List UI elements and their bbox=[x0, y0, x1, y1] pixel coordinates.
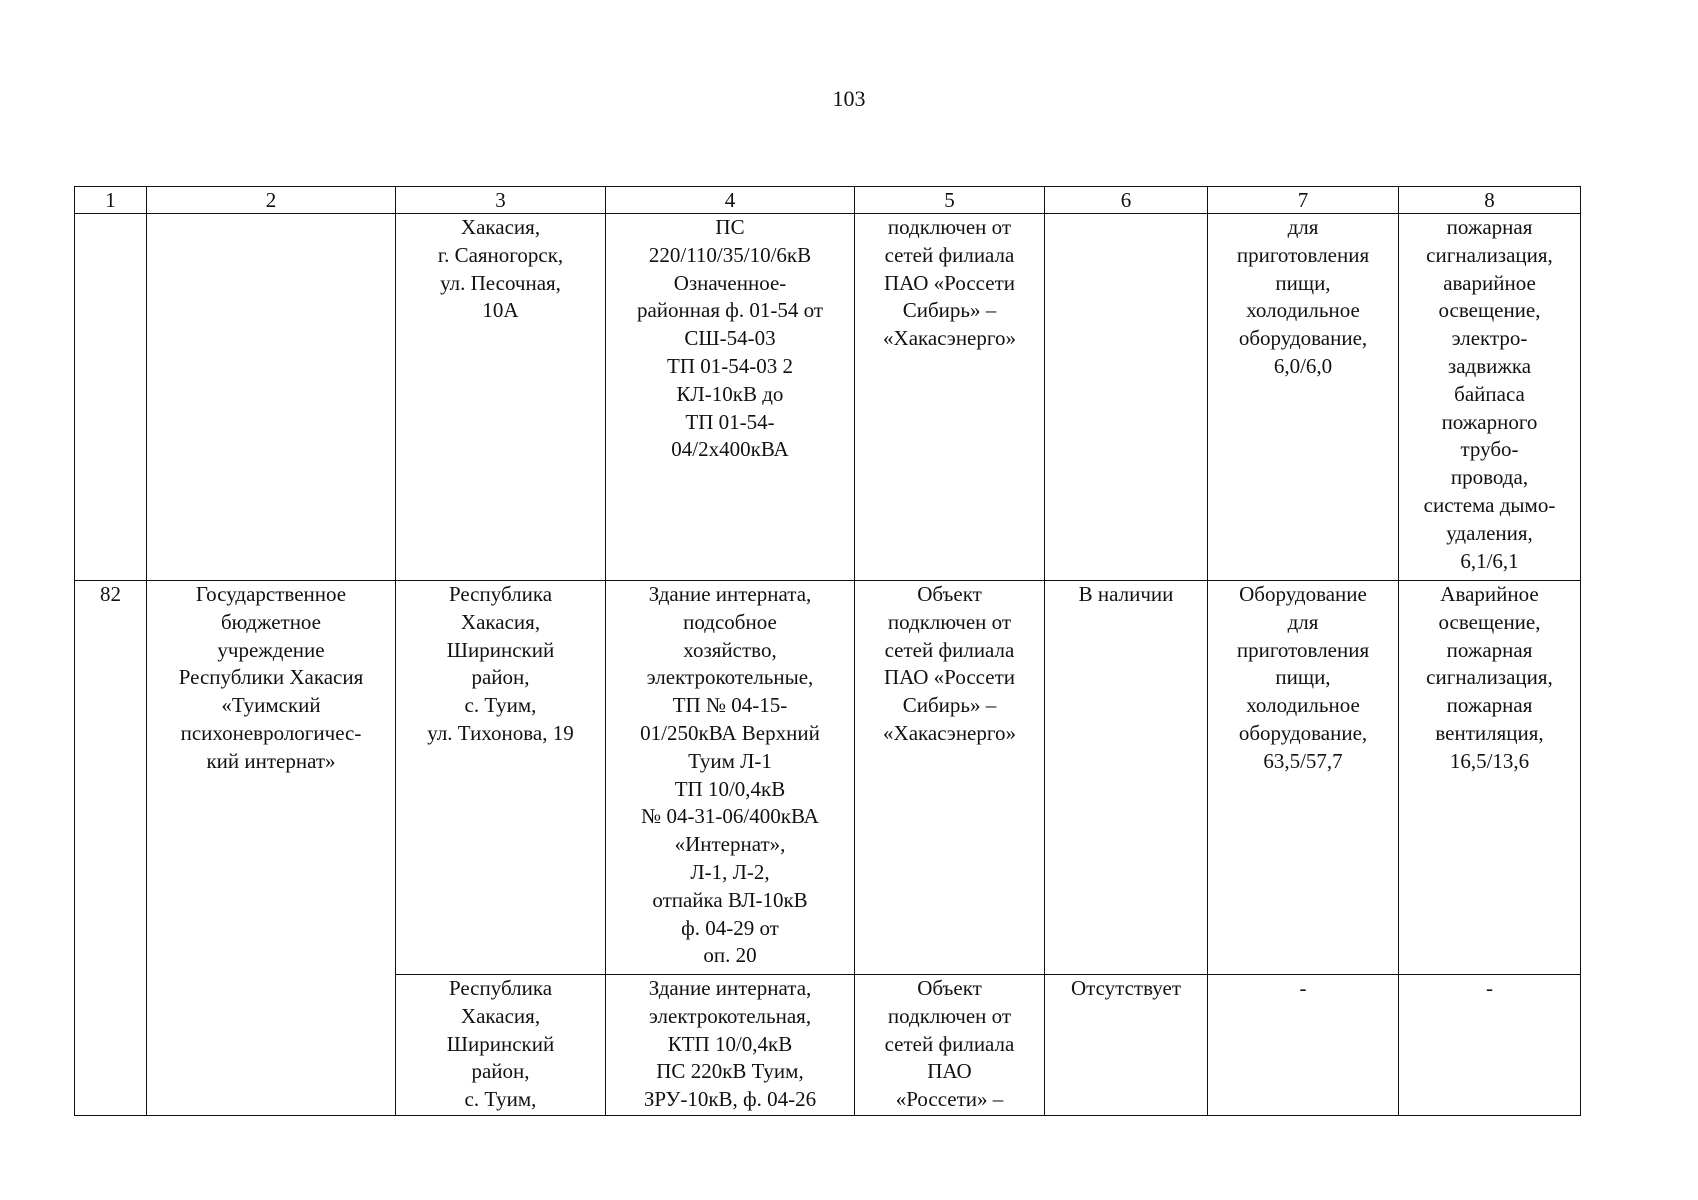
data-table bbox=[74, 186, 1581, 1116]
cell-address bbox=[396, 581, 606, 975]
cell-text: В наличии bbox=[1078, 582, 1174, 606]
cell-text: Здание интерната, электрокотельная, КТП 10/0,4кВ ПС 220кВ Туим, ЗРУ-10кВ, ф. 04-26 bbox=[643, 976, 817, 1112]
cell-text: 82 bbox=[100, 582, 121, 606]
column-header: 8 bbox=[1399, 187, 1581, 214]
cell-text: Отсутствует bbox=[1071, 976, 1181, 1000]
cell-address bbox=[396, 975, 606, 1116]
column-header: 6 bbox=[1045, 187, 1208, 214]
cell-reserve bbox=[1045, 214, 1208, 581]
cell-text: Республика Хакасия, Ширинский район, с. Туим, ул. Тихонова, 19 bbox=[427, 582, 574, 745]
column-header: 3 bbox=[396, 187, 606, 214]
cell-text: - bbox=[1299, 976, 1307, 1000]
cell-text: ПС 220/110/35/10/6кВ Означенное- районная ф. 01-54 от СШ-54-03 ТП 01-54-03 2 КЛ-10кВ до ТП 01-54- 04/2х400кВА bbox=[636, 215, 824, 462]
cell-number bbox=[75, 214, 147, 581]
cell-text: Оборудование для приготовления пищи, холодильное оборудование, 63,5/57,7 bbox=[1236, 582, 1370, 773]
cell-power-source bbox=[606, 581, 855, 975]
cell-text: - bbox=[1486, 976, 1493, 1000]
header-row bbox=[75, 187, 1581, 214]
column-header: 1 bbox=[75, 187, 147, 214]
cell-number bbox=[75, 581, 147, 1116]
cell-text: подключен от сетей филиала ПАО «Россети Сибирь» – «Хакасэнерго» bbox=[883, 215, 1016, 351]
cell-text: Аварийное освещение, пожарная сигнализация, пожарная вентиляция, 16,5/13,6 bbox=[1426, 582, 1553, 773]
column-header: 7 bbox=[1208, 187, 1399, 214]
cell-safety-systems bbox=[1399, 581, 1581, 975]
cell-organization bbox=[147, 581, 396, 1116]
cell-connection bbox=[855, 581, 1045, 975]
cell-text: Объект подключен от сетей филиала ПАО «Россети Сибирь» – «Хакасэнерго» bbox=[883, 582, 1016, 745]
cell-text: Хакасия, г. Саяногорск, ул. Песочная, 10А bbox=[437, 215, 564, 323]
cell-safety-systems bbox=[1399, 214, 1581, 581]
cell-reserve bbox=[1045, 581, 1208, 975]
cell-organization bbox=[147, 214, 396, 581]
cell-power-source bbox=[606, 975, 855, 1116]
cell-text: Республика Хакасия, Ширинский район, с. Туим, bbox=[446, 976, 555, 1112]
cell-connection bbox=[855, 214, 1045, 581]
column-header: 2 bbox=[147, 187, 396, 214]
cell-text: пожарная сигнализация, аварийное освещение, электро- задвижка байпаса пожарного трубо- провода, система дымо- удаления, 6,1/6,1 bbox=[1423, 215, 1556, 573]
cell-equipment bbox=[1208, 581, 1399, 975]
cell-text: Объект подключен от сетей филиала ПАО «Россети» – bbox=[884, 976, 1015, 1112]
cell-text: Государственное бюджетное учреждение Республики Хакасия «Туимский психоневрологичес- кий интернат» bbox=[178, 582, 364, 773]
page-number: 103 bbox=[832, 86, 866, 111]
cell-equipment bbox=[1208, 214, 1399, 581]
table-row bbox=[75, 214, 1581, 581]
column-header: 4 bbox=[606, 187, 855, 214]
cell-safety-systems bbox=[1399, 975, 1581, 1116]
cell-power-source bbox=[606, 214, 855, 581]
cell-text: Здание интерната, подсобное хозяйство, электрокотельные, ТП № 04-15- 01/250кВА Верхний Туим Л-1 ТП 10/0,4кВ № 04-31-06/400кВА «Интернат», Л-1, Л-2, отпайка ВЛ-10кВ ф. 04-29 от оп. 20 bbox=[640, 582, 820, 968]
cell-text: для приготовления пищи, холодильное оборудование, 6,0/6,0 bbox=[1236, 215, 1370, 378]
table-row bbox=[75, 581, 1581, 975]
cell-connection bbox=[855, 975, 1045, 1116]
cell-equipment bbox=[1208, 975, 1399, 1116]
cell-reserve bbox=[1045, 975, 1208, 1116]
column-header: 5 bbox=[855, 187, 1045, 214]
cell-address bbox=[396, 214, 606, 581]
